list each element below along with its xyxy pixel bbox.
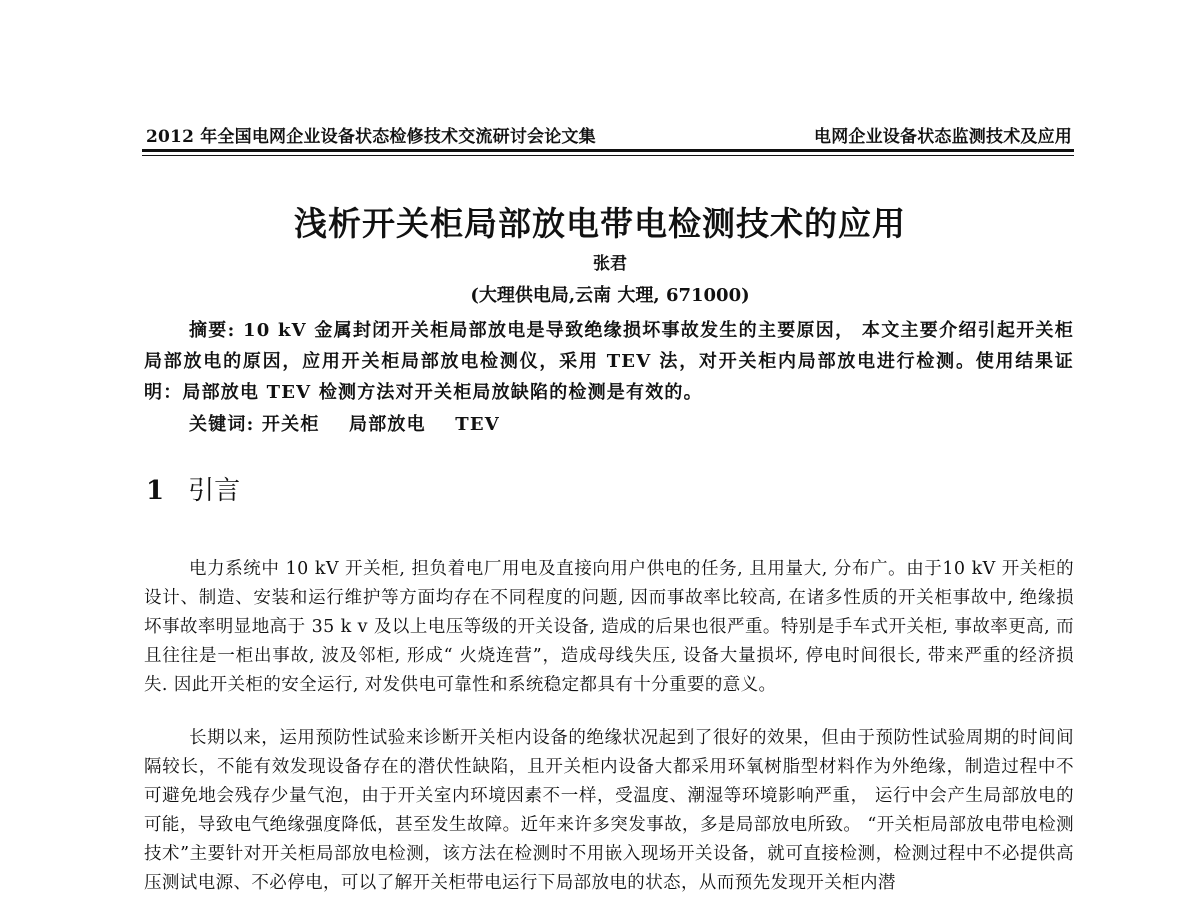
- paper-affiliation: (大理供电局,云南 大理, 671000): [470, 285, 750, 306]
- paper-author: 张君: [593, 254, 627, 274]
- section-heading: [146, 470, 240, 507]
- abstract: [144, 315, 1074, 408]
- running-header: [146, 122, 1072, 147]
- header-proceedings-title: 2012 年全国电网企业设备状态检修技术交流研讨会论文集: [146, 127, 596, 147]
- keyword-item: 局部放电: [349, 414, 426, 435]
- section-number: 1: [146, 476, 165, 506]
- section-title: 引言: [188, 476, 241, 506]
- keyword-item: 开关柜: [261, 414, 320, 435]
- abstract-text: 10 kV 金属封闭开关柜局部放电是导致绝缘损坏事故发生的主要原因， 本文主要介绍引起开关柜局部放电的原因，应用开关柜局部放电检测仪，采用 TEV 法，对开关柜内局部放电进行检测。使用结果证明：局部放电 TEV 检测方法对开关柜局放缺陷的检测是有效的。: [144, 320, 1074, 403]
- keywords-label: 关键词:: [189, 414, 255, 435]
- keywords: [189, 410, 522, 436]
- header-rule-thin: [142, 155, 1074, 156]
- body-paragraph: 电力系统中 10 kV 开关柜, 担负着电厂用电及直接向用户供电的任务, 且用量大, 分布广。由于10 kV 开关柜的设计、制造、安装和运行维护等方面均存在不同程度的问题, 因而事故率比较高, 在诸多性质的开关柜事故中, 绝缘损坏事故率明显地高于 35 k v 及以上电压等级的开关设备, 造成的后果也很严重。特别是手车式开关柜, 事故率更高, 而且往往是一柜出事故, 波及邻柜, 形成“ 火烧连营”，造成母线失压, 设备大量损坏, 停电时间很长, 带来严重的经济损失. 因此开关柜的安全运行, 对发供电可靠性和系统稳定都具有十分重要的意义。: [144, 558, 1074, 695]
- keyword-item: TEV: [455, 414, 500, 435]
- body-paragraph: 长期以来，运用预防性试验来诊断开关柜内设备的绝缘状况起到了很好的效果，但由于预防性试验周期的时间间隔较长，不能有效发现设备存在的潜伏性缺陷，且开关柜内设备大都采用环氧树脂型材料作为外绝缘，制造过程中不可避免地会残存少量气泡，由于开关室内环境因素不一样，受温度、潮湿等环境影响严重， 运行中会产生局部放电的可能，导致电气绝缘强度降低，甚至发生故障。近年来许多突发事故，多是局部放电所致。 “开关柜局部放电带电检测技术”主要针对开关柜局部放电检测，该方法在检测时不用嵌入现场开关设备，就可直接检测，检测过程中不必提供高压测试电源、不必停电，可以了解开关柜带电运行下局部放电的状态，从而预先发现开关柜内潜: [144, 727, 1074, 893]
- paper-title: 浅析开关柜局部放电带电检测技术的应用: [294, 204, 906, 243]
- header-section-title: 电网企业设备状态监测技术及应用: [814, 127, 1072, 147]
- abstract-label: 摘要:: [189, 320, 236, 341]
- header-rule-thick: [142, 149, 1074, 152]
